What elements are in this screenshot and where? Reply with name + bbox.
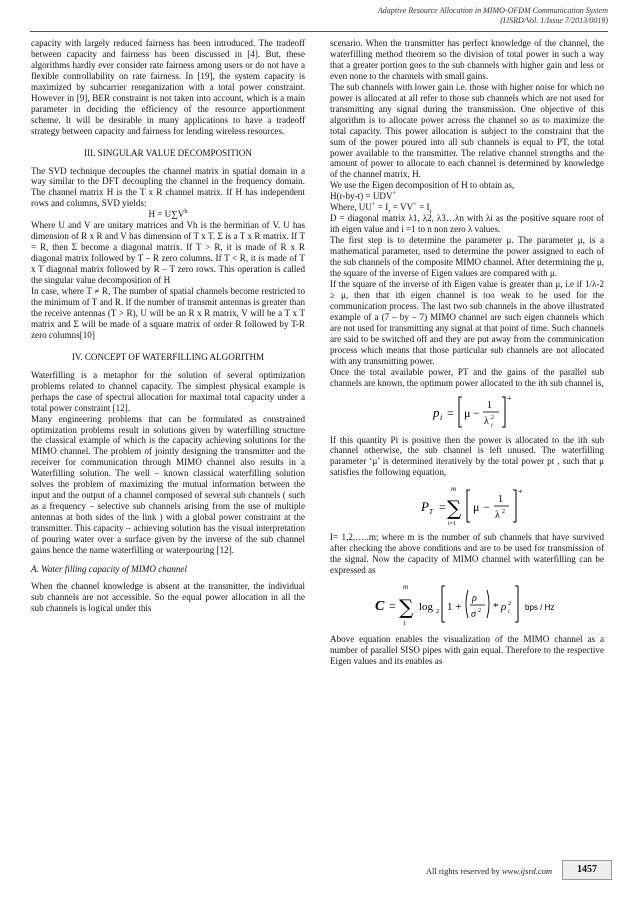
right-bracket bbox=[502, 397, 505, 427]
journal-reference: (IJSRD/Vol. 1/Issue 7/2013/0019) bbox=[500, 16, 608, 25]
footer-rights: All rights reserved by www.ijsrd.com bbox=[425, 866, 552, 876]
left-bracket bbox=[459, 397, 462, 427]
paragraph: In case, where T ≠ R, The number of spatial channels become restricted to the minimum of T and R. If the number of transmit antennas is greater than the receive antennas (T > R), U will be an R x R matrix, V will be a T x T matrix and Σ will be made of a square matrix of order R followed by T-R zero columns[10] bbox=[31, 286, 305, 340]
paragraph: Many engineering problems that can be formulated as constrained optimization problems result in solutions given by waterfilling structure the classical example of which is the capacity achieving solutions for the MIMO channel. The problem of jointly designing the transmitter and the receiver for communication through MIMO channel also results in a Waterfilling solution. The well – known classical waterfilling solution solves the problem of maximizing the mutual information between the input and the output of a channel composed of several sub channels ( such as a frequency – selective sub channels arising from the use of multiple antennas at both sides of the link ) with a global power constraint at the transmitter. This capacity – achieving solution has the visual interpretation of pouring water over a surface given by the inverse of the sub channel gains hence the name waterfilling or waterpouring [12]. bbox=[31, 413, 305, 555]
svg-text:log: log bbox=[419, 601, 434, 614]
left-column bbox=[31, 38, 305, 614]
svg-text:1: 1 bbox=[403, 621, 406, 628]
paragraph: We use the Eigen decomposition of H to obtain as, bbox=[330, 180, 515, 191]
power-allocation-equation bbox=[407, 393, 527, 431]
svg-text:2: 2 bbox=[508, 601, 511, 608]
svg-text:1: 1 bbox=[498, 494, 503, 506]
svg-text:=: = bbox=[447, 405, 454, 420]
svg-text:T: T bbox=[429, 508, 433, 517]
capacity-equation bbox=[357, 580, 577, 630]
paragraph: D = diagonal matrix λ1, λ2, λ3…λn with λi as the positive square root of ith eigen value and i =1 to n non zero λ values. bbox=[330, 213, 604, 235]
footer-site-link[interactable]: www.ijsrd.com bbox=[501, 866, 552, 876]
paragraph: The sub channels with lower gain i.e. those with higher noise for which no power is allocated at all refer to those sub channels which are not used for transmitting any signal during the transmission. One objective of this algorithm is to allocate power across the channel so as to maximize the total capacity. This power allocation is subject to the constraint that the sum of the power poured into all sub channels is equal to PT, the total power available to the transmitter. The relative channel strengths and the amount of power to allocate to each channel is determined by knowledge of the channel matrix, H. bbox=[330, 81, 604, 180]
subsection-heading: A. Water filling capacity of MIMO channel bbox=[31, 563, 187, 574]
svg-text:μ: μ bbox=[473, 500, 480, 515]
svg-text:−: − bbox=[473, 405, 480, 420]
svg-text:i=1: i=1 bbox=[448, 521, 457, 528]
svd-equation-sup: h bbox=[184, 208, 188, 216]
svg-text:1 +: 1 + bbox=[447, 601, 462, 614]
svg-text:P: P bbox=[421, 499, 429, 515]
svg-text:i: i bbox=[440, 412, 443, 422]
page-number: 1457 bbox=[562, 860, 612, 880]
paragraph: Once the total available power, PT and the gains of the parallel sub channels are known, the optimum power allocated to the ith sub channel is, bbox=[330, 366, 604, 388]
svg-text:i: i bbox=[508, 609, 510, 616]
svg-text:m: m bbox=[403, 583, 409, 592]
svg-text:ρ: ρ bbox=[501, 601, 507, 614]
journal-title: Adaptive Resource Allocation in MIMO-OFDM Communication System bbox=[377, 6, 608, 15]
paragraph: I= 1,2,…..m; where m is the number of sub channels that have survived after checking the above conditions and are to be used for transmission of the signal. Now the capacity of MIMO channel with waterfilling can be expressed as bbox=[330, 532, 604, 576]
svd-equation-base: H = U∑V bbox=[148, 209, 185, 220]
svg-text:λ: λ bbox=[484, 415, 489, 427]
header-rule bbox=[30, 31, 608, 32]
svg-text:+: + bbox=[507, 393, 512, 403]
paragraph: The SVD technique decouples the channel matrix in spatial domain in a way similar to the DFT decoupling the channel in the frequency domain. The channel matrix H is the T x R channel matrix. If H has independent rows and columns, SVD yields: bbox=[31, 165, 305, 209]
svg-text:∑: ∑ bbox=[399, 595, 414, 620]
paragraph: capacity with largely reduced fairness has been introduced. The tradeoff between capacity and fairness has been discussed in [4]. But, these algorithms hardly ever consider rate fairness among users or do not have a flexible controllability on rate fairness. In [19], the system capacity is maximized by subcarrier reorganization with a total power constraint. However in [9], BER constraint is not taken into account, which is a main parameter in deciding the efficiency of the resource apportionment scheme. It will be desirable in many applications to have a tradeoff strategy between capacity and fairness for lending wireless resources. bbox=[31, 38, 305, 136]
paragraph: When the channel knowledge is absent at the transmitter, the individual sub channels are not accessible. So the equal power allocation in all the sub channels is logical under this bbox=[31, 580, 305, 613]
svg-text:1: 1 bbox=[487, 399, 492, 411]
svg-text:*: * bbox=[493, 601, 499, 614]
svg-text:λ: λ bbox=[495, 510, 500, 522]
paragraph: scenario. When the transmitter has perfect knowledge of the channel, the waterfilling method theorem so the division of total power in such a way that a greater portion goes to the sub channels with higher gain and less or even none to the channels with small gains. bbox=[330, 38, 604, 81]
svg-text:ρ: ρ bbox=[472, 593, 477, 605]
pi-symbol: p bbox=[433, 404, 440, 420]
where-line: Where, $UU^+ = I_r = VV^+ = I_t$ bbox=[330, 201, 432, 216]
svg-text:2: 2 bbox=[491, 414, 494, 421]
paragraph: Where U and V are unitary matrices and Vh is the hermitian of V. U has dimension of R x R and V has dimension of T x T. Σ is a T x R matrix. If T = R, then Σ become a diagonal matrix. If T > R, it is made of R x R diagonal matrix followed by T – R zero columns. If T < R, it is made of T x T diagonal matrix followed by R – T zero rows. This operation is called the singular value decomposition of H bbox=[31, 220, 305, 286]
paragraph: If this quantity Pi is positive then the power is allocated to the ith sub channel otherwise, the sub channel is left unused. The waterfilling parameter ‘μ’ is determined iteratively by the total power pt , such that μ satisfies the following equation, bbox=[330, 434, 604, 478]
total-power-equation bbox=[397, 482, 537, 528]
svg-text:σ: σ bbox=[471, 609, 476, 621]
svg-text:μ: μ bbox=[464, 405, 471, 420]
svg-text:+: + bbox=[518, 487, 523, 497]
svg-text:i: i bbox=[491, 422, 493, 429]
svg-text:2: 2 bbox=[502, 509, 505, 516]
eigen-equation: H(r-by-t) = UDV+ bbox=[330, 190, 397, 202]
svd-equation bbox=[31, 209, 305, 220]
paragraph: If the square of the inverse of ith Eigen value is greater than μ, i.e if 1/λ-2 ≥ μ, then that ith eigen channel is too weak to be used for the communication process. The last two sub channels in the above illustrated example of a (7 – by – 7) MIMO channel are such eigen channels which are not used for transmitting any signal at that point of time. Such channels are said to be switched off and they are put away from the communication process which means that those particular sub channels are not allocated with any transmitting power. bbox=[330, 278, 604, 366]
paragraph: Waterfilling is a metaphor for the solution of several optimization problems related to channel capacity. The simplest physical example is perhaps the case of spectral allocation for maximal total capacity under a total power constraint [12]. bbox=[31, 369, 305, 413]
paragraph: The first step is to determine the parameter μ. The parameter μ, is a mathematical parameter, used to determine the power assigned to each of the sub channels of the composite MIMO channel. After determining the μ, the square of the inverse of Eigen values are compared with μ. bbox=[330, 235, 604, 279]
summation-sign: ∑ bbox=[447, 496, 462, 521]
section-heading-svd: III. SINGULAR VALUE DECOMPOSITION bbox=[84, 147, 252, 158]
svg-text:C: C bbox=[375, 599, 385, 615]
right-column bbox=[330, 38, 604, 667]
svg-text:m: m bbox=[451, 485, 457, 494]
paragraph: Above equation enables the visualization of the MIMO channel as a number of parallel SISO pipes with gain equal. Therefore to the respective Eigen values and its enables as bbox=[330, 634, 604, 667]
section-heading-waterfilling: IV. CONCEPT OF WATERFILLING ALGORITHM bbox=[71, 351, 265, 362]
capacity-units: bps / Hz bbox=[525, 603, 555, 613]
svg-text:2: 2 bbox=[478, 608, 481, 615]
svg-text:2: 2 bbox=[436, 609, 439, 616]
svg-text:−: − bbox=[483, 500, 490, 515]
running-header bbox=[378, 6, 608, 26]
svg-text:=: = bbox=[389, 599, 396, 614]
svg-text:=: = bbox=[439, 500, 446, 515]
